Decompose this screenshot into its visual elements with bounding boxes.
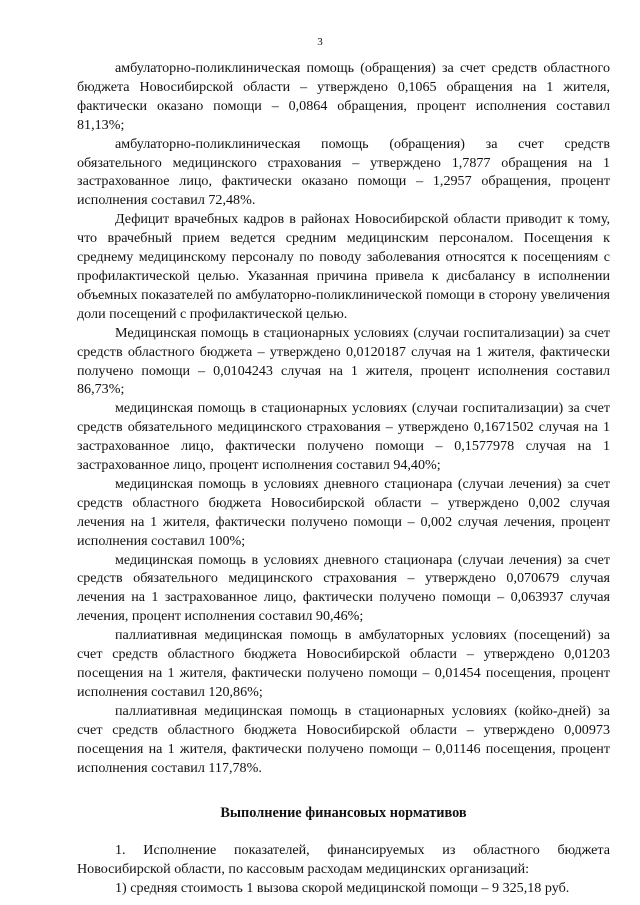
paragraph: паллиативная медицинская помощь в амбулаторных условиях (посещений) за счет средств областного бюджета Новосибирской области – утверждено 0,01203 посещения на 1 жителя, фактически получено помощи – 0,01454 посещения, процент исполнения составил 120,86%; — [77, 627, 610, 700]
document-body — [77, 59, 610, 898]
paragraph: 1) средняя стоимость 1 вызова скорой медицинской помощи – 9 325,18 руб. — [115, 880, 570, 897]
paragraph: Дефицит врачебных кадров в районах Новосибирской области приводит к тому, что врачебный прием ведется средним медицинским персоналом. Посещения к среднему медицинскому персоналу по поводу заболевания относятся к посещениям с профилактической целью. Указанная причина привела к дисбалансу в исполнении объемных показателей по амбулаторно-поликлинической помощи в сторону увеличения доли посещений с профилактической целью. — [77, 211, 610, 322]
paragraph: Медицинская помощь в стационарных условиях (случаи госпитализации) за счет средств областного бюджета – утверждено 0,0120187 случая на 1 жителя, фактически получено помощи – 0,0104243 случая на 1 жителя, процент исполнения составил 86,73%; — [77, 324, 610, 398]
paragraph: амбулаторно-поликлиническая помощь (обращения) за счет средств областного бюджета Новосибирской области – утверждено 0,1065 обращения на 1 жителя, фактически оказано помощи – 0,0864 обращения, процент исполнения составил 81,13%; — [77, 60, 610, 133]
paragraph: паллиативная медицинская помощь в стационарных условиях (койко-дней) за счет средств областного бюджета Новосибирской области – утверждено 0,00973 посещения на 1 жителя, фактически получено помощи – 0,01146 посещения, процент исполнения составил 117,78%. — [77, 702, 610, 776]
page-number: 3 — [317, 36, 323, 48]
paragraph: 1. Исполнение показателей, финансируемых из областного бюджета Новосибирской области, по кассовым расходам медицинских организаций: — [77, 842, 610, 878]
paragraph: медицинская помощь в условиях дневного стационара (случаи лечения) за счет средств областного бюджета Новосибирской области – утверждено 0,002 случая лечения на 1 жителя, фактически получено помощи – 0,002 случая лечения, процент исполнения составил 100%; — [77, 475, 610, 549]
section-heading: Выполнение финансовых нормативов — [220, 805, 467, 822]
paragraph: медицинская помощь в условиях дневного стационара (случаи лечения) за счет средств обязательного медицинского страхования – утверждено 0,070679 случая лечения на 1 застрахованное лицо, фактически получено помощи – 0,063937 случая лечения, процент исполнения составил 90,46%; — [77, 551, 610, 625]
paragraph: медицинская помощь в стационарных условиях (случаи госпитализации) за счет средств обязательного медицинского страхования – утверждено 0,1671502 случая на 1 застрахованное лицо, фактически получено помощи – 0,1577978 случая на 1 застрахованное лицо, процент исполнения составил 94,40%; — [77, 400, 610, 474]
paragraph: амбулаторно-поликлиническая помощь (обращения) за счет средств обязательного медицинского страхования – утверждено 1,7877 обращения на 1 застрахованное лицо, фактически оказано помощи – 1,2957 обращения, процент исполнения составил 72,48%. — [77, 135, 610, 209]
